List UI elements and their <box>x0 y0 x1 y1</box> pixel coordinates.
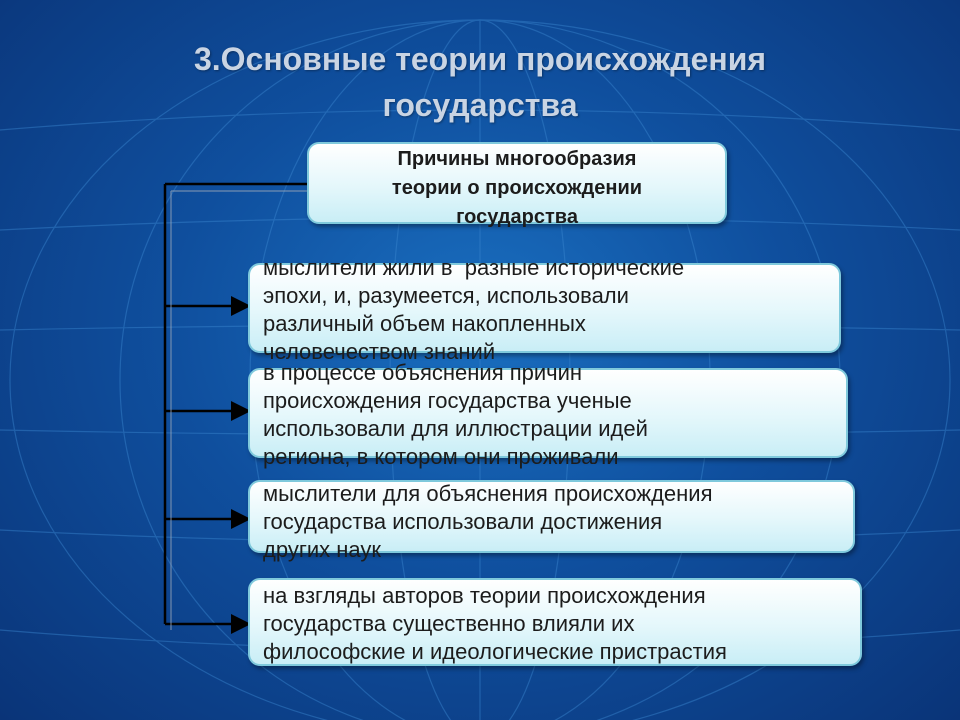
reason-text-3: мыслители для объяснения происхождения государства использовали достижения других наук <box>263 481 713 562</box>
header-box <box>307 142 727 228</box>
reason-box-3 <box>248 480 855 562</box>
slide-title-line-2: государства <box>382 87 578 123</box>
reason-text-2: в процессе объяснения причин происхождения государства ученые использовали для иллюстрации идей региона, в котором они проживали <box>263 360 648 469</box>
reason-text-4: на взгляды авторов теории происхождения государства существенно влияли их философские и идеологические пристрастия <box>263 583 727 664</box>
reason-box-1 <box>248 255 841 364</box>
reason-text-1: мыслители жили в разные исторические эпохи, и, разумеется, использовали различный объем накопленных человечеством знаний <box>263 255 685 364</box>
header-line-1: Причины многообразия <box>397 148 637 170</box>
slide-title-line-1: 3.Основные теории происхождения <box>193 41 767 77</box>
reason-box-2 <box>248 360 848 469</box>
header-line-3: государства <box>456 206 578 228</box>
reason-box-4 <box>248 578 862 666</box>
header-line-2: теории о происхождении <box>391 177 643 199</box>
